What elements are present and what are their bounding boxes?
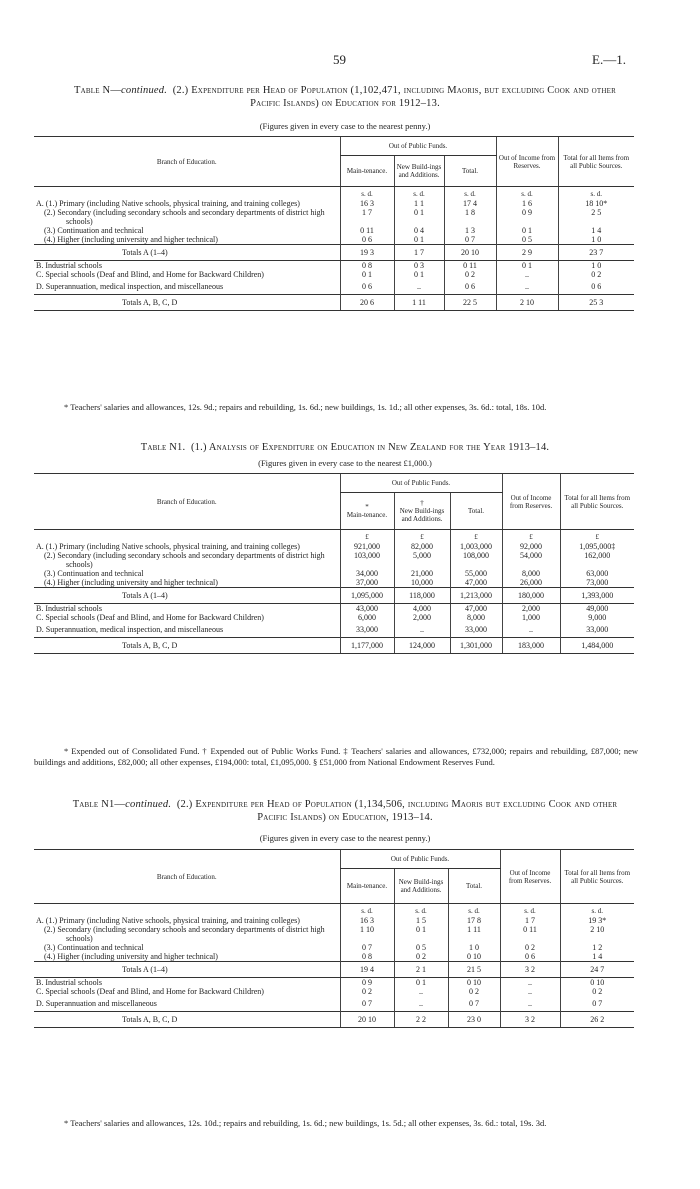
totals-row <box>34 245 634 261</box>
public-funds-header: Out of Public Funds. <box>340 474 502 493</box>
cell: .. <box>394 279 444 295</box>
cell: 1 6 <box>496 199 558 208</box>
table1 <box>34 136 634 311</box>
cell: 108,000 <box>450 551 502 569</box>
unit-cell: s. d. <box>340 187 394 200</box>
cell: 103,000 <box>340 551 394 569</box>
cell: 0 5 <box>496 235 558 245</box>
row-label: (2.) Secondary (including secondary schools and secondary departments of district high schools) <box>44 208 325 226</box>
total-all-header: Total for all Items from all Public Sources. <box>560 850 634 904</box>
totals-row <box>34 588 634 604</box>
table2-subtitle: (Figures given in every case to the nearest £1,000.) <box>258 458 432 468</box>
table-row <box>34 604 634 614</box>
cell: 1,095,000‡ <box>560 542 634 551</box>
unit-cell: s. d. <box>496 187 558 200</box>
table-row <box>34 279 634 295</box>
totals-row <box>34 638 634 654</box>
row-label: Totals A, B, C, D <box>34 1012 340 1028</box>
cell: .. <box>394 996 448 1012</box>
row-label: Totals A (1–4) <box>34 588 340 604</box>
table2 <box>34 473 634 654</box>
new-buildings-header: New Build-ings and Additions. <box>394 156 444 187</box>
total-header: Total. <box>450 493 502 530</box>
cell: 1,301,000 <box>450 638 502 654</box>
row-label: (4.) Higher (including university and higher technical) <box>44 952 218 961</box>
cell: 82,000 <box>394 542 450 551</box>
cell: 0 8 <box>340 952 394 962</box>
table1-footnote: * Teachers' salaries and allowances, 12s. 9d.; repairs and rebuilding, 1s. 6d.; new buildings, 1s. 1d.; all other expenses, 3s. 6d.: total, 18s. 10d. <box>64 402 547 412</box>
cell: .. <box>496 279 558 295</box>
table-row <box>34 261 634 271</box>
row-label: C. Special schools (Deaf and Blind, and Home for Backward Children) <box>36 270 264 279</box>
cell: 0 11 <box>444 261 496 271</box>
table-row <box>34 987 634 996</box>
cell: 8,000 <box>450 613 502 622</box>
unit-cell: £ <box>450 530 502 543</box>
cell: 3 2 <box>500 1012 560 1028</box>
cell: 0 10 <box>560 978 634 988</box>
cell: 0 1 <box>394 978 448 988</box>
table-row <box>34 622 634 638</box>
row-label: Totals A, B, C, D <box>34 295 340 311</box>
cell: 1,393,000 <box>560 588 634 604</box>
cell: 55,000 <box>450 569 502 578</box>
cell: 34,000 <box>340 569 394 578</box>
cell: 16 3 <box>340 916 394 925</box>
cell: 2 10 <box>496 295 558 311</box>
row-label: A. (1.) Primary (including Native schools, physical training, and training colleges) <box>36 199 300 208</box>
cell: 1 7 <box>500 916 560 925</box>
table2-title: Table N1. (1.) Analysis of Expenditure on Education in New Zealand for the Year 1913–14. <box>140 442 550 453</box>
cell: .. <box>500 978 560 988</box>
cell: 0 7 <box>340 943 394 952</box>
cell: 0 2 <box>394 952 448 962</box>
cell: 1 7 <box>340 208 394 226</box>
table1-subtitle: (Figures given in every case to the nearest penny.) <box>259 121 431 131</box>
cell: 0 2 <box>448 987 500 996</box>
cell: 0 1 <box>496 226 558 235</box>
cell: 23 7 <box>558 245 634 261</box>
cell: 2 1 <box>394 962 448 978</box>
cell: 0 2 <box>444 270 496 279</box>
cell: 2 10 <box>560 925 634 943</box>
totals-row <box>34 962 634 978</box>
cell: 0 9 <box>496 208 558 226</box>
cell: 0 11 <box>500 925 560 943</box>
cell: 0 2 <box>560 987 634 996</box>
cell: 33,000 <box>340 622 394 638</box>
table-row <box>34 569 634 578</box>
unit-cell: s. d. <box>448 904 500 917</box>
table-row <box>34 978 634 988</box>
table3 <box>34 849 634 1028</box>
cell: 24 7 <box>560 962 634 978</box>
cell: 1 2 <box>560 943 634 952</box>
unit-cell: s. d. <box>394 904 448 917</box>
cell: 2 5 <box>558 208 634 226</box>
cell: 2 2 <box>394 1012 448 1028</box>
cell: 0 6 <box>444 279 496 295</box>
cell: 1,003,000 <box>450 542 502 551</box>
reserves-header: Out of Income from Reserves. <box>502 474 560 530</box>
cell: 0 6 <box>340 235 394 245</box>
cell: 26,000 <box>502 578 560 588</box>
table-row <box>34 270 634 279</box>
cell: .. <box>500 996 560 1012</box>
cell: 0 6 <box>500 952 560 962</box>
branch-header: Branch of Education. <box>34 474 340 530</box>
cell: .. <box>394 987 448 996</box>
cell: 921,000 <box>340 542 394 551</box>
cell: 0 2 <box>500 943 560 952</box>
table1-title: Table N—continued. (2.) Expenditure per Head of Population (1,102,471, including Maoris, but excluding Cook and other Pacific Islands) on Education for 1912–13. <box>74 85 616 109</box>
cell: 6,000 <box>340 613 394 622</box>
row-label: A. (1.) Primary (including Native schools, physical training, and training colleges) <box>36 916 300 925</box>
cell: 8,000 <box>502 569 560 578</box>
page-header <box>0 52 700 68</box>
cell: 9,000 <box>560 613 634 622</box>
table-row <box>34 925 634 943</box>
cell: .. <box>502 622 560 638</box>
row-label: (3.) Continuation and technical <box>44 569 144 578</box>
row-label: (2.) Secondary (including secondary schools and secondary departments of district high schools) <box>44 551 325 569</box>
cell: 33,000 <box>450 622 502 638</box>
table2-footnote: * Expended out of Consolidated Fund. † Expended out of Public Works Fund. ‡ Teachers' salaries and allowances, £732,000; repairs and rebuilding, £87,000; new buildings and additions, £82,000; all other expenses, £194,000: total, £1,095,000. § £51,000 from National Endowment Reserves Fund. <box>34 746 638 767</box>
cell: 183,000 <box>502 638 560 654</box>
cell: 47,000 <box>450 604 502 614</box>
maintenance-header: Main-tenance. <box>340 156 394 187</box>
cell: 19 3* <box>560 916 634 925</box>
reserves-header: Out of Income from Reserves. <box>500 850 560 904</box>
cell: 5,000 <box>394 551 450 569</box>
row-label: D. Superannuation and miscellaneous <box>36 999 157 1008</box>
row-label: C. Special schools (Deaf and Blind, and Home for Backward Children) <box>36 987 264 996</box>
cell: 0 10 <box>448 978 500 988</box>
cell: .. <box>500 987 560 996</box>
cell: 92,000 <box>502 542 560 551</box>
cell: 0 2 <box>340 987 394 996</box>
totals-row <box>34 295 634 311</box>
cell: 0 3 <box>394 261 444 271</box>
cell: 1 10 <box>340 925 394 943</box>
cell: 54,000 <box>502 551 560 569</box>
total-all-header: Total for all Items from all Public Sources. <box>558 137 634 187</box>
table-row <box>34 208 634 226</box>
cell: 3 2 <box>500 962 560 978</box>
cell: 25 3 <box>558 295 634 311</box>
cell: 20 6 <box>340 295 394 311</box>
cell: 10,000 <box>394 578 450 588</box>
unit-cell: s. d. <box>394 187 444 200</box>
cell: 1,213,000 <box>450 588 502 604</box>
table3-footnote: * Teachers' salaries and allowances, 12s. 10d.; repairs and rebuilding, 1s. 6d.; new buildings, 1s. 5d.; all other expenses, 3s. 6d.: total, 19s. 3d. <box>64 1118 547 1128</box>
table-row <box>34 551 634 569</box>
cell: 26 2 <box>560 1012 634 1028</box>
cell: 16 3 <box>340 199 394 208</box>
unit-cell: s. d. <box>560 904 634 917</box>
row-label: B. Industrial schools <box>36 978 102 987</box>
unit-cell: £ <box>340 530 394 543</box>
cell: 0 10 <box>448 952 500 962</box>
row-label: (4.) Higher (including university and higher technical) <box>44 578 218 587</box>
row-label: D. Superannuation, medical inspection, and miscellaneous <box>36 282 224 291</box>
row-label: B. Industrial schools <box>36 261 102 270</box>
cell: 0 11 <box>340 226 394 235</box>
unit-cell: s. d. <box>444 187 496 200</box>
cell: 73,000 <box>560 578 634 588</box>
cell: 19 4 <box>340 962 394 978</box>
cell: 33,000 <box>560 622 634 638</box>
cell: 1 8 <box>444 208 496 226</box>
row-label: (2.) Secondary (including secondary schools and secondary departments of district high schools) <box>44 925 325 943</box>
cell: 0 1 <box>394 235 444 245</box>
cell: 37,000 <box>340 578 394 588</box>
cell: 180,000 <box>502 588 560 604</box>
cell: 1 0 <box>558 261 634 271</box>
public-funds-header: Out of Public Funds. <box>340 850 500 869</box>
cell: 0 1 <box>496 261 558 271</box>
cell: 17 4 <box>444 199 496 208</box>
branch-header: Branch of Education. <box>34 137 340 187</box>
table-row <box>34 943 634 952</box>
cell: 1 4 <box>560 952 634 962</box>
cell: 1 4 <box>558 226 634 235</box>
cell: 21,000 <box>394 569 450 578</box>
cell: 20 10 <box>340 1012 394 1028</box>
unit-cell: s. d. <box>340 904 394 917</box>
cell: 0 8 <box>340 261 394 271</box>
unit-cell: £ <box>560 530 634 543</box>
table-row <box>34 226 634 235</box>
total-header: Total. <box>444 156 496 187</box>
cell: 22 5 <box>444 295 496 311</box>
cell: 1 0 <box>448 943 500 952</box>
row-label: C. Special schools (Deaf and Blind, and Home for Backward Children) <box>36 613 264 622</box>
cell: 0 7 <box>444 235 496 245</box>
totals-row <box>34 1012 634 1028</box>
cell: 0 2 <box>558 270 634 279</box>
public-funds-header: Out of Public Funds. <box>340 137 496 156</box>
maintenance-header: Main-tenance. <box>340 869 394 904</box>
cell: 0 7 <box>448 996 500 1012</box>
cell: 0 1 <box>394 270 444 279</box>
cell: 162,000 <box>560 551 634 569</box>
row-label: Totals A (1–4) <box>34 245 340 261</box>
row-label: B. Industrial schools <box>36 604 102 613</box>
reserves-header: Out of Income from Reserves. <box>496 137 558 187</box>
cell: 19 3 <box>340 245 394 261</box>
cell: 1,000 <box>502 613 560 622</box>
row-label: (3.) Continuation and technical <box>44 226 144 235</box>
unit-cell: s. d. <box>500 904 560 917</box>
cell: 47,000 <box>450 578 502 588</box>
cell: 43,000 <box>340 604 394 614</box>
total-all-header: Total for all Items from all Public Sources. <box>560 474 634 530</box>
cell: 23 0 <box>448 1012 500 1028</box>
cell: 0 7 <box>340 996 394 1012</box>
branch-header: Branch of Education. <box>34 850 340 904</box>
cell: 0 9 <box>340 978 394 988</box>
cell: 4,000 <box>394 604 450 614</box>
cell: .. <box>394 622 450 638</box>
cell: 0 1 <box>340 270 394 279</box>
cell: 2,000 <box>502 604 560 614</box>
cell: 1 7 <box>394 245 444 261</box>
cell: 2,000 <box>394 613 450 622</box>
cell: 1,484,000 <box>560 638 634 654</box>
row-label: A. (1.) Primary (including Native schools, physical training, and training colleges) <box>36 542 300 551</box>
cell: 0 4 <box>394 226 444 235</box>
cell: 1,095,000 <box>340 588 394 604</box>
cell: 0 6 <box>340 279 394 295</box>
row-label: Totals A, B, C, D <box>34 638 340 654</box>
cell: 1 5 <box>394 916 448 925</box>
cell: 18 10* <box>558 199 634 208</box>
cell: 21 5 <box>448 962 500 978</box>
cell: 17 8 <box>448 916 500 925</box>
table-row <box>34 235 634 245</box>
unit-cell: £ <box>394 530 450 543</box>
cell: 0 7 <box>560 996 634 1012</box>
cell: 0 1 <box>394 208 444 226</box>
cell: 1 11 <box>394 295 444 311</box>
table-row <box>34 952 634 962</box>
cell: 1 0 <box>558 235 634 245</box>
cell: 2 9 <box>496 245 558 261</box>
cell: .. <box>496 270 558 279</box>
cell: 1,177,000 <box>340 638 394 654</box>
table-row <box>34 613 634 622</box>
table3-title: Table N1—continued. (2.) Expenditure per Head of Population (1,134,506, including Maoris but excluding Cook and other Pacific Islands) on Education, 1913–14. <box>72 799 618 823</box>
cell: 1 3 <box>444 226 496 235</box>
cell: 49,000 <box>560 604 634 614</box>
cell: 63,000 <box>560 569 634 578</box>
page-reference: E.—1. <box>592 52 626 67</box>
cell: 124,000 <box>394 638 450 654</box>
maintenance-header: * Main-tenance. <box>340 493 394 530</box>
table3-subtitle: (Figures given in every case to the nearest penny.) <box>259 833 431 843</box>
cell: 0 1 <box>394 925 448 943</box>
cell: 0 6 <box>558 279 634 295</box>
table-row <box>34 578 634 588</box>
new-buildings-header: † New Build-ings and Additions. <box>394 493 450 530</box>
table-row <box>34 199 634 208</box>
unit-cell: s. d. <box>558 187 634 200</box>
page-number: 59 <box>333 52 346 67</box>
cell: 1 1 <box>394 199 444 208</box>
cell: 0 5 <box>394 943 448 952</box>
table-row <box>34 542 634 551</box>
cell: 118,000 <box>394 588 450 604</box>
unit-cell: £ <box>502 530 560 543</box>
total-header: Total. <box>448 869 500 904</box>
row-label: (4.) Higher (including university and higher technical) <box>44 235 218 244</box>
row-label: (3.) Continuation and technical <box>44 943 144 952</box>
new-buildings-header: New Build-ings and Additions. <box>394 869 448 904</box>
row-label: D. Superannuation, medical inspection, and miscellaneous <box>36 625 224 634</box>
table-row <box>34 916 634 925</box>
row-label: Totals A (1–4) <box>34 962 340 978</box>
cell: 20 10 <box>444 245 496 261</box>
table-row <box>34 996 634 1012</box>
cell: 1 11 <box>448 925 500 943</box>
